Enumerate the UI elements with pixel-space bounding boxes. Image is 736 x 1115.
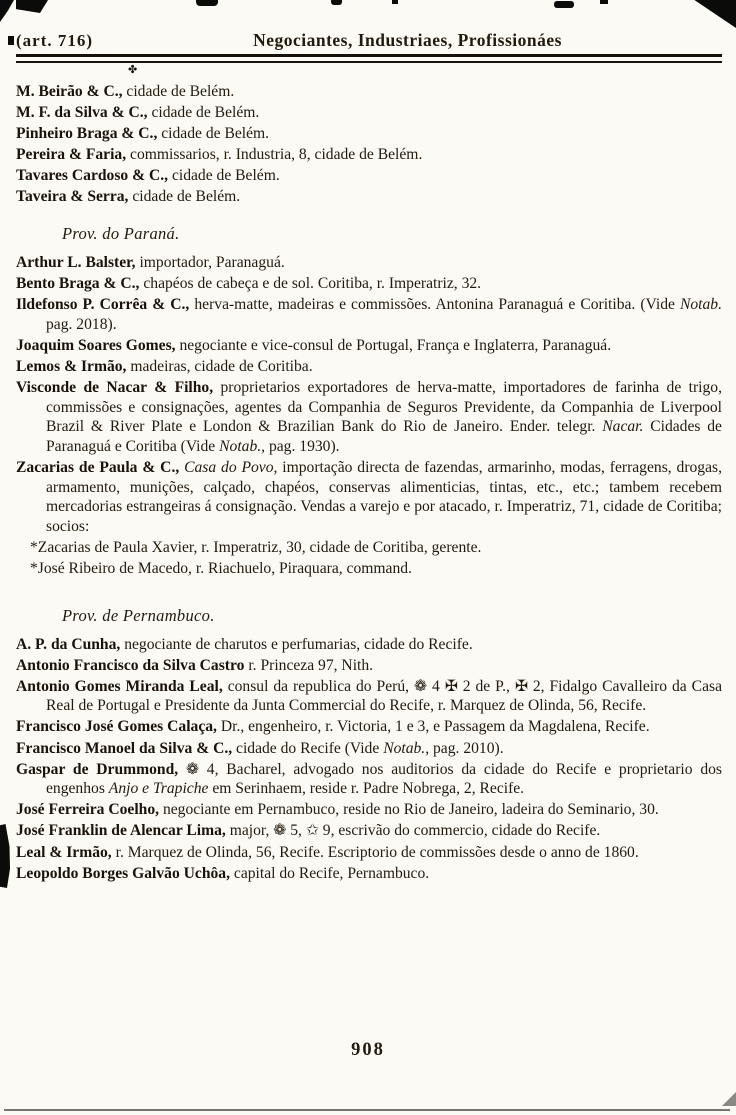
- entry-text: capital do Recife, Pernambuco.: [230, 864, 430, 882]
- entry-italic-text: Notab.: [679, 296, 722, 314]
- entry-italic-text: Nacar.: [602, 418, 644, 436]
- entry-text: herva-matte, madeiras e commissões. Antonina Paranaguá e Coritiba. (Vide: [189, 296, 680, 314]
- directory-entry: [16, 635, 722, 655]
- scan-artifact: [196, 0, 218, 6]
- directory-entry: [16, 656, 722, 676]
- entry-text: importador, Paranaguá.: [135, 254, 285, 272]
- entry-text: Dr., engenheiro, r. Victoria, 1 e 3, e Passagem da Magdalena, Recife.: [216, 718, 650, 736]
- scan-artifact: [8, 36, 14, 45]
- entry-name: Lemos & Irmão,: [16, 358, 127, 376]
- section-heading: Prov. de Pernambuco.: [62, 605, 215, 625]
- entry-text: pag. 1930).: [265, 437, 340, 455]
- entry-name: Pereira & Faria,: [16, 146, 127, 164]
- entry-text: negociante de charutos e perfumarias, cidade do Recife.: [120, 635, 473, 653]
- entry-name: M. F. da Silva & C.,: [16, 104, 148, 122]
- entry-text: cidade de Belém.: [157, 125, 270, 143]
- entry-name: Francisco José Gomes Calaça,: [16, 718, 217, 736]
- entry-text: *Zacarias de Paula Xavier, r. Imperatriz, 30, cidade de Coritiba, gerente.: [30, 538, 482, 556]
- entry-name: José Franklin de Alencar Lima,: [16, 822, 226, 840]
- header-double-rule: [16, 54, 722, 63]
- entry-text: *José Ribeiro de Macedo, r. Riachuelo, Piraquara, command.: [30, 559, 412, 577]
- directory-entry: [16, 864, 722, 884]
- article-number: (art. 716): [16, 31, 94, 50]
- scan-artifact: [392, 0, 398, 4]
- entry-italic-text: Casa do Povo,: [184, 459, 278, 476]
- directory-section: [16, 223, 722, 579]
- entry-name: Ildefonso P. Corrêa & C.,: [16, 296, 190, 314]
- entry-italic-text: Anjo e Trapiche: [108, 780, 209, 798]
- entry-name: Arthur L. Balster,: [16, 254, 136, 272]
- page-number: 908: [351, 1040, 385, 1060]
- page-header-title: Negociantes, Industriaes, Profissionáes: [253, 30, 562, 50]
- entry-name: Francisco Manoel da Silva & C.,: [16, 739, 233, 757]
- entry-text: major, ❁ 5, ✩ 9, escrivão do commercio, cidade do Recife.: [225, 822, 601, 840]
- entry-italic-text: Notab.,: [219, 437, 266, 455]
- entry-name: Visconde de Nacar & Filho,: [16, 379, 214, 397]
- directory-entry: [16, 760, 722, 799]
- directory-entry: [16, 821, 722, 841]
- entry-text: pag. 2018).: [46, 315, 117, 333]
- entry-text: r. Marquez de Olinda, 56, Recife. Escriptorio de commissões desde o anno de 1860.: [111, 843, 639, 861]
- directory-entry: [16, 103, 722, 123]
- entry-text: r. Princeza 97, Nith.: [244, 656, 374, 674]
- directory-entry: [16, 274, 722, 294]
- directory-entry: [16, 336, 722, 356]
- entry-text: negociante e vice-consul de Portugal, França e Inglaterra, Paranaguá.: [175, 336, 612, 354]
- entry-name: Pinheiro Braga & C.,: [16, 125, 158, 143]
- directory-entry: [16, 677, 722, 716]
- entry-text: consul da republica do Perú, ❁ 4 ✠ 2 de P., ✠ 2, Fidalgo Cavalleiro da Casa Real de Portugal e Presidente da Junta Commercial do Recife, r. Marquez de Olinda, 56, Recife.: [46, 677, 722, 715]
- entry-name: A. P. da Cunha,: [16, 635, 121, 653]
- directory-entry: [16, 357, 722, 377]
- directory-entry: [16, 739, 722, 759]
- scan-artifact: [554, 1, 574, 8]
- directory-listing: [16, 82, 722, 883]
- entry-text: cidade de Belém.: [128, 188, 241, 206]
- entry-name: Taveira & Serra,: [16, 188, 129, 206]
- page-header: [16, 30, 722, 51]
- directory-entry: [16, 378, 722, 456]
- entry-text: commissarios, r. Industria, 8, cidade de Belém.: [126, 146, 423, 164]
- entry-text: em Serinhaem, reside r. Padre Nobrega, 2, Recife.: [208, 780, 525, 798]
- entry-name: Bento Braga & C.,: [16, 275, 140, 293]
- entry-name: Joaquim Soares Gomes,: [16, 336, 176, 354]
- directory-entry: [16, 145, 722, 165]
- directory-entry: [16, 458, 722, 536]
- entry-name: M. Beirão & C.,: [16, 83, 123, 100]
- entry-name: Antonio Francisco da Silva Castro: [16, 656, 245, 674]
- directory-entry: [16, 800, 722, 820]
- entry-text: chapéos de cabeça e de sol. Coritiba, r. Imperatriz, 32.: [139, 275, 482, 293]
- entry-text: cidade de Belém.: [168, 167, 280, 185]
- entry-text: cidade de Belém.: [122, 83, 235, 100]
- directory-entry: [16, 124, 722, 144]
- entry-text: proprietarios exportadores de herva-matte, importadores de farinha de trigo, commissões e consignações, agentes da Companhia de Seguros Previdente, da Companhia de Liverpool Brazil & River Plate e London & Brazilian Bank do Rio de Janeiro. Ender. telegr.: [46, 379, 722, 436]
- scan-artifact: [600, 0, 608, 4]
- directory-section: [16, 82, 722, 207]
- entry-text: pag. 2010).: [429, 739, 504, 757]
- entry-name: Antonio Gomes Miranda Leal,: [16, 677, 223, 695]
- entry-name: Gaspar de Drummond,: [16, 760, 179, 778]
- directory-entry: [16, 295, 722, 334]
- entry-name: Leal & Irmão,: [16, 843, 112, 861]
- directory-subentry: [16, 538, 722, 558]
- directory-subentry: [16, 559, 722, 579]
- entry-name: Leopoldo Borges Galvão Uchôa,: [16, 864, 230, 882]
- scan-artifact: [331, 0, 342, 5]
- entry-text: Cidades de Paranaguá e Coritiba (Vide: [46, 418, 722, 455]
- directory-section: [16, 605, 722, 884]
- entry-name: José Ferreira Coelho,: [16, 801, 160, 819]
- entry-text: importação directa de fazendas, armarinho, modas, ferragens, drogas, armamento, munições, calçado, chapéos, conservas alimenticias, tintas, etc., etc.; tambem recebem mercadorias estrangeiras á consignação. Vendas a varejo e por atacado, r. Imperatriz, 71, cidade de Coritiba; socios:: [46, 459, 722, 535]
- directory-entry: [16, 717, 722, 737]
- fleuron-ornament-icon: ✤: [128, 64, 138, 76]
- directory-entry: [16, 166, 722, 186]
- entry-name: Zacarias de Paula & C.,: [16, 459, 180, 476]
- entry-text: cidade de Belém.: [147, 104, 260, 122]
- entry-text: cidade do Recife (Vide: [232, 739, 384, 757]
- entry-text: negociante em Pernambuco, reside no Rio de Janeiro, ladeira do Seminario, 30.: [159, 801, 659, 819]
- entry-name: Tavares Cardoso & C.,: [16, 167, 169, 185]
- directory-entry: [16, 82, 722, 102]
- entry-italic-text: Notab.,: [383, 739, 430, 757]
- entry-text: madeiras, cidade de Coritiba.: [126, 358, 313, 376]
- directory-entry: [16, 253, 722, 273]
- entry-text: ❁ 4, Bacharel, advogado nos auditorios da cidade do Recife e proprietario dos engenhos: [46, 760, 722, 798]
- directory-entry: [16, 843, 722, 863]
- scan-artifact: [4, 1109, 730, 1111]
- section-heading: Prov. do Paraná.: [62, 224, 180, 244]
- directory-entry: [16, 187, 722, 207]
